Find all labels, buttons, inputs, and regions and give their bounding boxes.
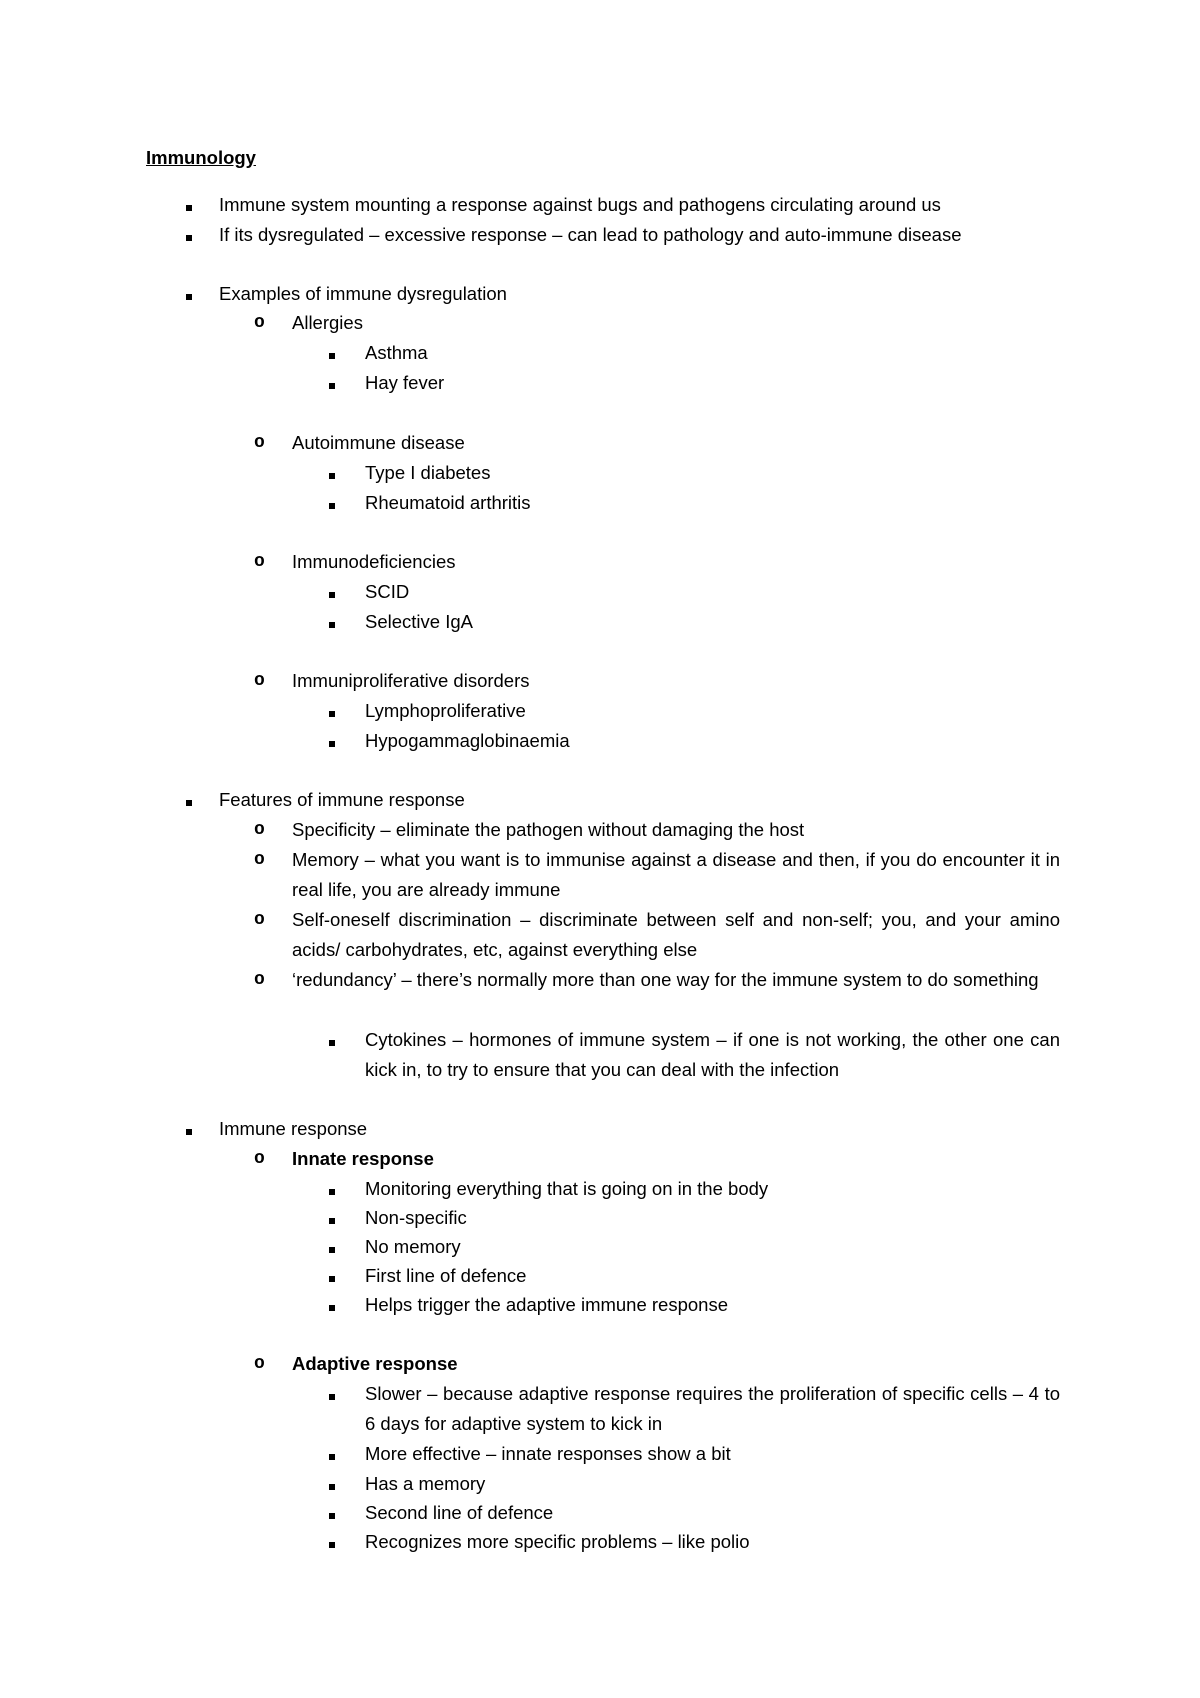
square-bullet-icon xyxy=(186,288,192,303)
circle-bullet-icon: o xyxy=(254,313,265,333)
list-item: Immuniproliferative disorders xyxy=(292,670,530,691)
list-item: Features of immune response xyxy=(219,789,465,810)
list-item: Second line of defence xyxy=(365,1502,554,1523)
square-bullet-icon xyxy=(329,467,335,482)
list-item: Immune response xyxy=(219,1118,368,1139)
circle-bullet-icon: o xyxy=(254,910,265,930)
section-heading-innate: Innate response xyxy=(292,1148,434,1169)
square-bullet-icon xyxy=(329,735,335,750)
list-item: Cytokines – hormones of immune system – if one is not working, the other one can kick in, to try to ensure that you can deal with the infection xyxy=(365,1029,1060,1080)
square-bullet-icon xyxy=(329,1536,335,1551)
circle-bullet-icon: o xyxy=(254,820,265,840)
square-bullet-icon xyxy=(329,1183,335,1198)
square-bullet-icon xyxy=(329,1034,335,1049)
square-bullet-icon xyxy=(329,705,335,720)
list-item: Hay fever xyxy=(365,372,445,393)
list-item: Has a memory xyxy=(365,1473,486,1494)
list-item: Lymphoproliferative xyxy=(365,700,526,721)
list-item: Specificity – eliminate the pathogen without damaging the host xyxy=(292,819,805,840)
list-item: Type I diabetes xyxy=(365,462,491,483)
list-item: First line of defence xyxy=(365,1265,527,1286)
list-item: Hypogammaglobinaemia xyxy=(365,730,570,751)
square-bullet-icon xyxy=(329,497,335,512)
list-item: Slower – because adaptive response requires the proliferation of specific cells – 4 to 6 days for adaptive system to kick in xyxy=(365,1383,1060,1434)
square-bullet-icon xyxy=(186,199,192,214)
list-item: No memory xyxy=(365,1236,461,1257)
square-bullet-icon xyxy=(329,377,335,392)
list-item: SCID xyxy=(365,581,410,602)
list-item: Examples of immune dysregulation xyxy=(219,283,507,304)
list-item: Immunodeficiencies xyxy=(292,551,456,572)
square-bullet-icon xyxy=(329,1507,335,1522)
square-bullet-icon xyxy=(329,1388,335,1403)
square-bullet-icon xyxy=(186,229,192,244)
list-item: Non-specific xyxy=(365,1207,467,1228)
square-bullet-icon xyxy=(329,1299,335,1314)
list-item: Allergies xyxy=(292,312,363,333)
square-bullet-icon xyxy=(329,616,335,631)
list-item: Selective IgA xyxy=(365,611,473,632)
list-item: More effective – innate responses show a bit xyxy=(365,1443,731,1464)
circle-bullet-icon: o xyxy=(254,433,265,453)
list-item: Recognizes more specific problems – like polio xyxy=(365,1531,750,1552)
section-heading-adaptive: Adaptive response xyxy=(292,1353,458,1374)
square-bullet-icon xyxy=(329,586,335,601)
list-item: Monitoring everything that is going on in the body xyxy=(365,1178,769,1199)
square-bullet-icon xyxy=(186,1123,192,1138)
circle-bullet-icon: o xyxy=(254,970,265,990)
circle-bullet-icon: o xyxy=(254,1149,265,1169)
square-bullet-icon xyxy=(329,1212,335,1227)
square-bullet-icon xyxy=(329,1448,335,1463)
circle-bullet-icon: o xyxy=(254,1354,265,1374)
circle-bullet-icon: o xyxy=(254,850,265,870)
list-item: Immune system mounting a response against bugs and pathogens circulating around us xyxy=(219,194,941,215)
square-bullet-icon xyxy=(329,1478,335,1493)
square-bullet-icon xyxy=(329,1241,335,1256)
list-item: Asthma xyxy=(365,342,428,363)
list-item: If its dysregulated – excessive response – can lead to pathology and auto-immune disease xyxy=(219,224,962,245)
list-item: Memory – what you want is to immunise against a disease and then, if you do encounter it in real life, you are already immune xyxy=(292,849,1060,900)
list-item: Rheumatoid arthritis xyxy=(365,492,531,513)
square-bullet-icon xyxy=(329,347,335,362)
circle-bullet-icon: o xyxy=(254,552,265,572)
square-bullet-icon xyxy=(186,794,192,809)
list-item: Helps trigger the adaptive immune response xyxy=(365,1294,728,1315)
list-item: Autoimmune disease xyxy=(292,432,465,453)
list-item: ‘redundancy’ – there’s normally more than one way for the immune system to do something xyxy=(292,969,1039,990)
page-title: Immunology xyxy=(146,147,256,168)
circle-bullet-icon: o xyxy=(254,671,265,691)
square-bullet-icon xyxy=(329,1270,335,1285)
list-item: Self-oneself discrimination – discriminate between self and non-self; you, and your amino acids/ carbohydrates, etc, against everything else xyxy=(292,909,1060,960)
